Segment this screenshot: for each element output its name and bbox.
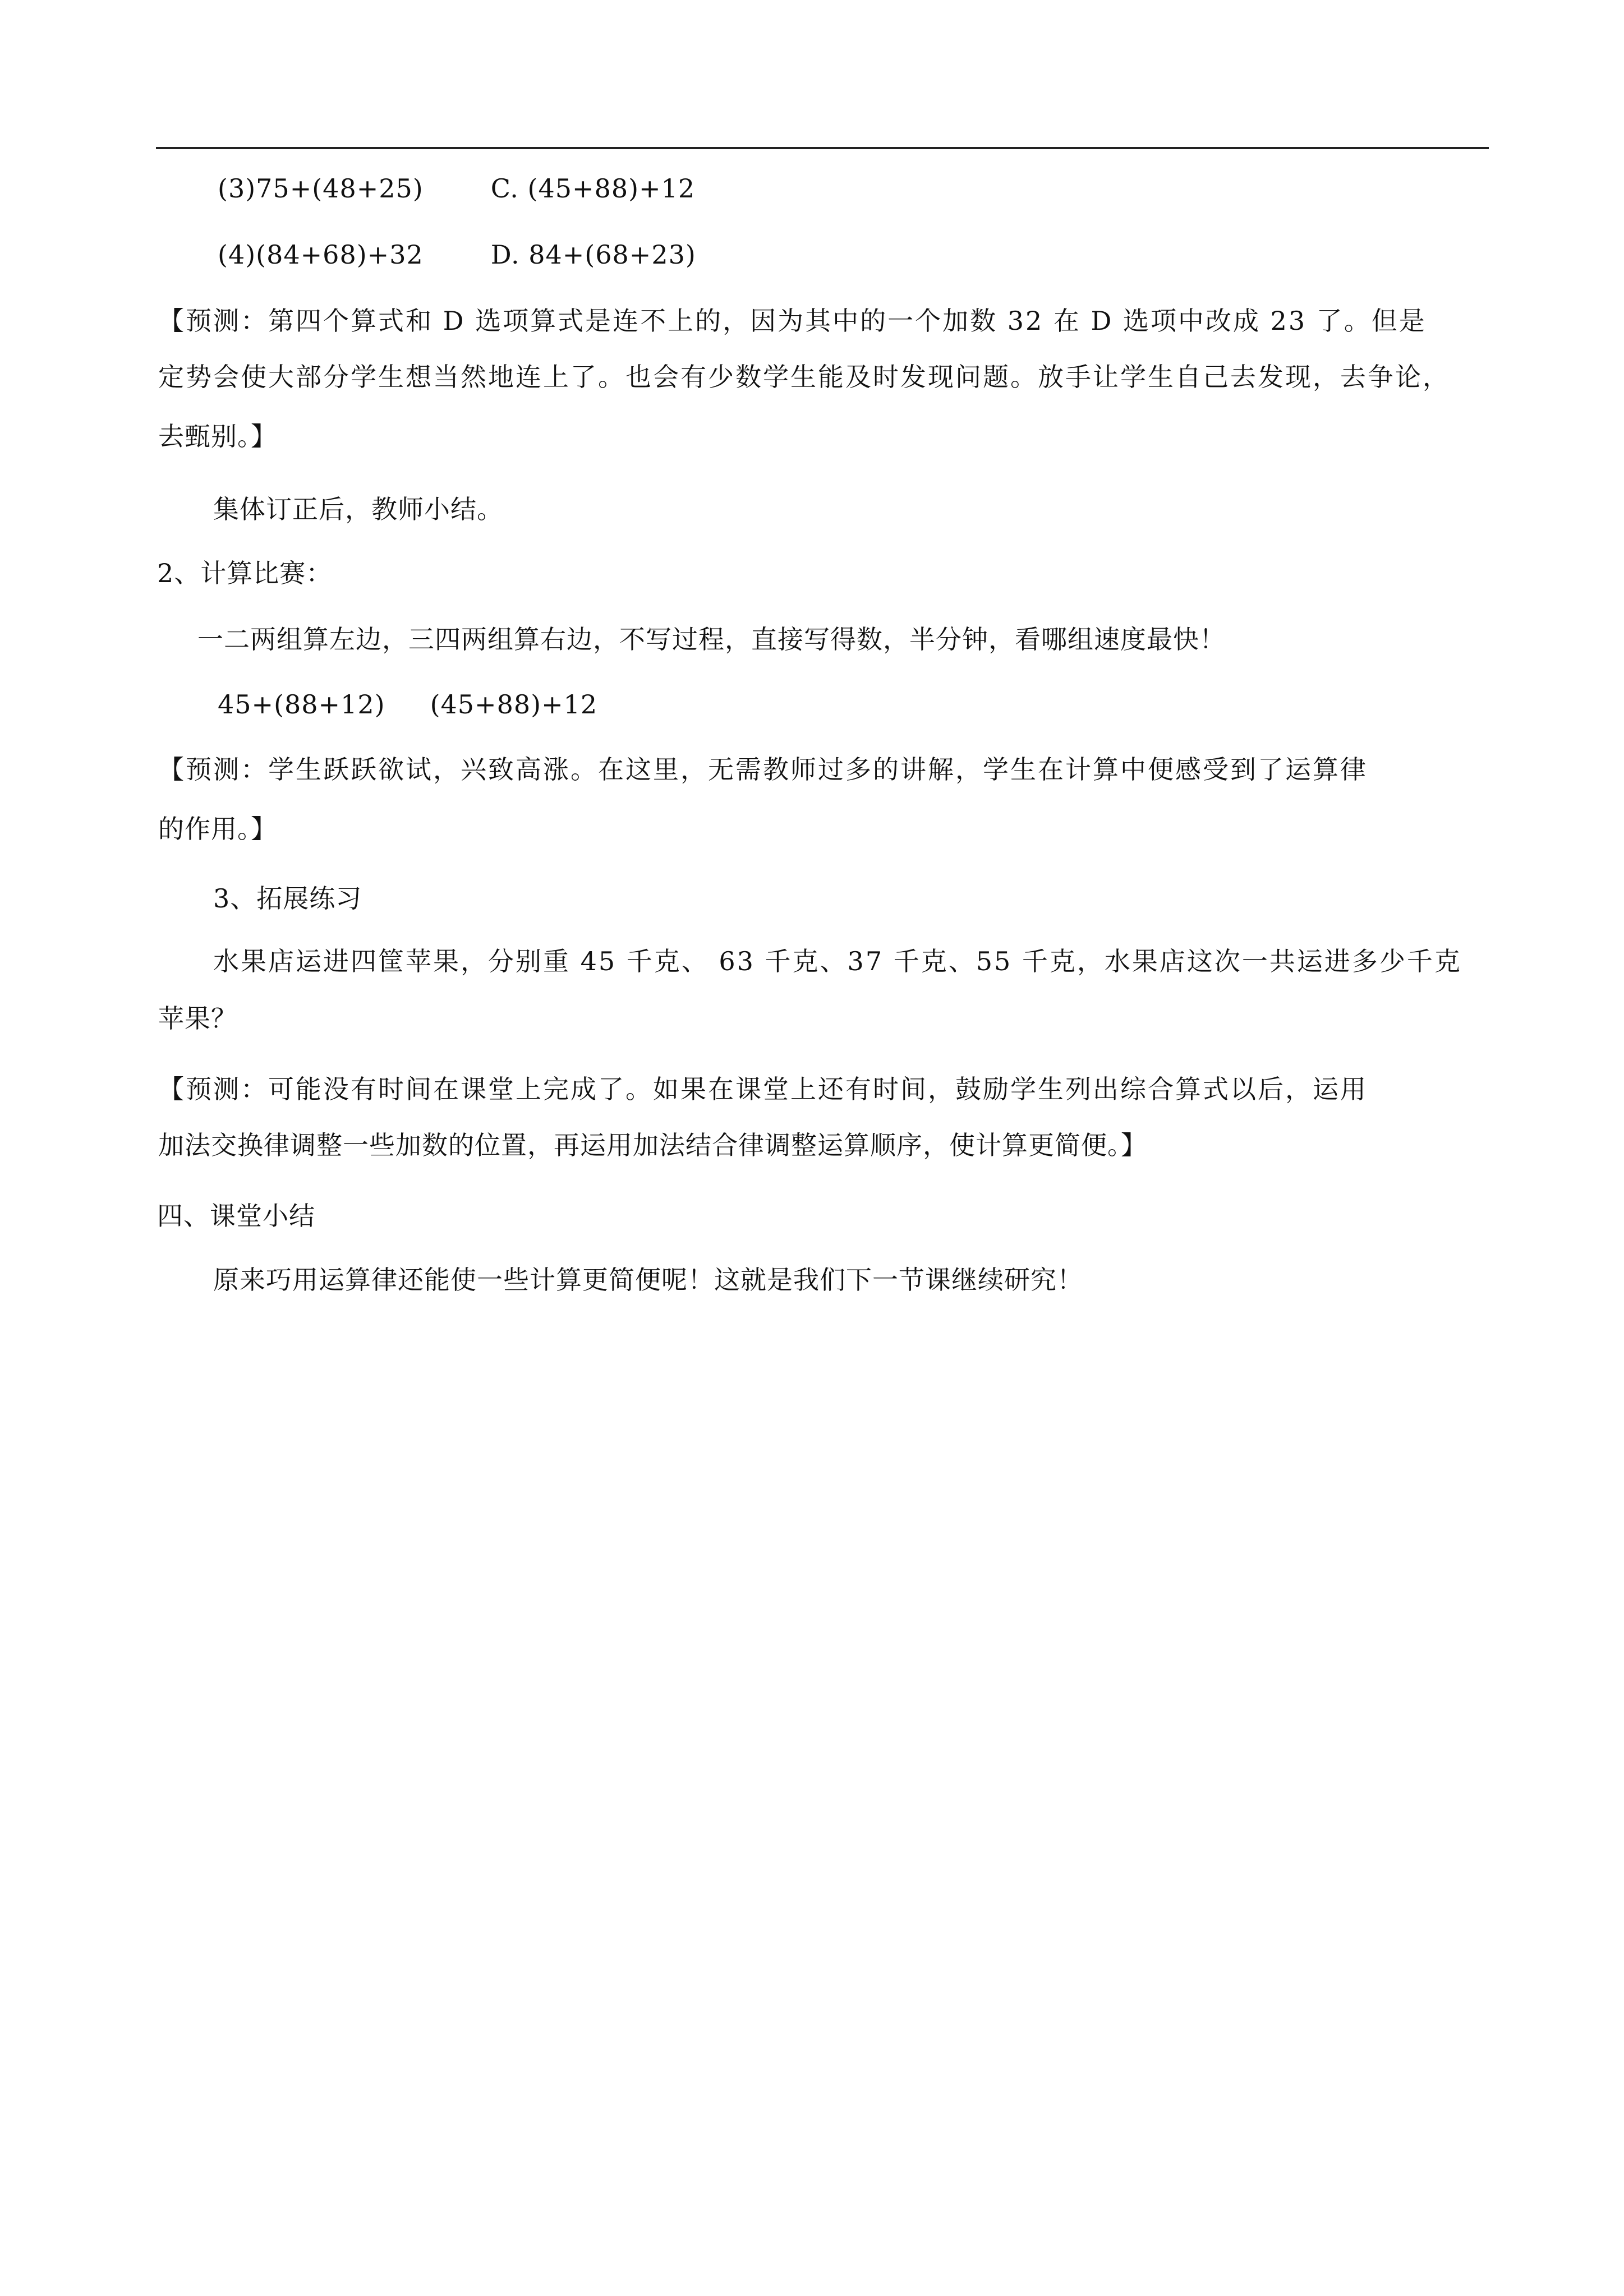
section-heading-4: 四、课堂小结 (157, 1201, 315, 1231)
contest-left-expression: 45+(88+12) (218, 689, 385, 720)
class-summary: 原来巧用运算律还能使一些计算更简便呢！这就是我们下一节课继续研究！ (213, 1265, 1083, 1295)
option-c: C. (45+88)+12 (490, 173, 696, 204)
header-rule (156, 147, 1489, 149)
expression-4: (4)(84+68)+32 (218, 239, 424, 270)
word-problem-line-1: 水果店运进四筐苹果，分别重 45 千克、 63 千克、37 千克、55 千克，水果店这次一共运进多少千克 (213, 946, 1462, 976)
prediction-1-line-1: 【预测：第四个算式和 D 选项算式是连不上的，因为其中的一个加数 32 在 D 选项中改成 23 了。但是 (158, 306, 1427, 336)
contest-right-expression: (45+88)+12 (430, 689, 598, 720)
word-problem-line-2: 苹果？ (158, 1003, 237, 1034)
section-heading-3: 3、拓展练习 (213, 883, 362, 914)
exercise-option-4 (218, 238, 696, 271)
prediction-2-line-1: 【预测：学生跃跃欲试，兴致高涨。在这里，无需教师过多的讲解，学生在计算中便感受到了运算律 (158, 754, 1368, 785)
prediction-1-line-2: 定势会使大部分学生想当然地连上了。也会有少数学生能及时发现问题。放手让学生自己去发现，去争论， (158, 362, 1450, 392)
exercise-option-3 (218, 172, 695, 205)
contest-expressions (218, 688, 597, 721)
prediction-1-line-3: 去甄别。】 (158, 421, 277, 451)
option-d: D. 84+(68+23) (490, 239, 696, 270)
prediction-3-line-1: 【预测：可能没有时间在课堂上完成了。如果在课堂上还有时间，鼓励学生列出综合算式以后，运用 (158, 1074, 1368, 1104)
prediction-2-line-2: 的作用。】 (158, 814, 277, 844)
prediction-3-line-2: 加法交换律调整一些加数的位置，再运用加法结合律调整运算顺序，使计算更简便。】 (158, 1130, 1147, 1160)
collective-correction: 集体订正后，教师小结。 (213, 494, 503, 524)
expression-3: (3)75+(48+25) (218, 173, 424, 204)
section-heading-2: 2、计算比赛： (157, 558, 333, 588)
contest-description: 一二两组算左边，三四两组算右边，不写过程，直接写得数，半分钟，看哪组速度最快！ (197, 624, 1226, 654)
